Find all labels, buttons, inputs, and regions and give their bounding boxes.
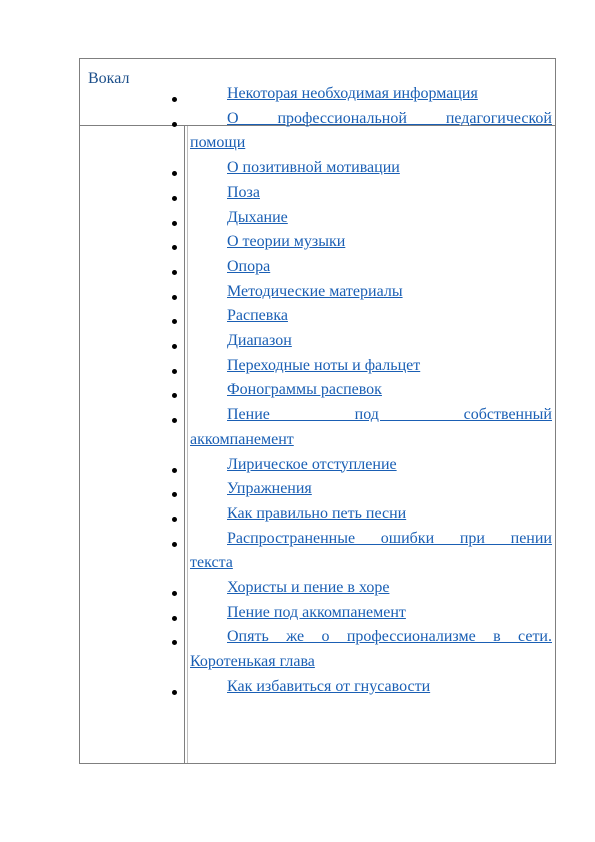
- bullet-icon: [172, 487, 180, 495]
- toc-link[interactable]: Дыхание: [227, 208, 288, 226]
- toc-link[interactable]: Диапазон: [227, 332, 292, 349]
- toc-link[interactable]: Поза: [227, 183, 260, 201]
- column-divider-inner: [187, 126, 188, 763]
- toc-link[interactable]: Методические материалы: [227, 282, 403, 300]
- toc-link[interactable]: О позитивной мотивации: [227, 159, 400, 177]
- bullet-icon: [172, 92, 180, 100]
- bullet-icon: [172, 463, 180, 471]
- bullet-icon: [172, 265, 180, 273]
- bullet-icon: [172, 117, 180, 125]
- bullet-icon: [172, 191, 180, 199]
- bullet-icon: [172, 364, 180, 372]
- section-title: Вокал: [88, 70, 130, 87]
- toc-link[interactable]: Некоторая необходимая информация: [227, 85, 478, 102]
- bullet-icon: [172, 166, 180, 174]
- column-divider: [184, 126, 185, 763]
- toc-link[interactable]: О теории музыки: [227, 233, 346, 251]
- bullet-icon: [172, 586, 180, 594]
- bullet-icon: [172, 611, 180, 619]
- toc-link[interactable]: Опять же о профессионализме в сети.: [227, 628, 552, 646]
- toc-link[interactable]: Хористы и пение в хоре: [227, 579, 390, 596]
- bullet-icon: [172, 339, 180, 347]
- toc-link[interactable]: О профессиональной педагогической: [227, 109, 552, 127]
- toc-link[interactable]: Переходные ноты и фальцет: [227, 356, 421, 374]
- toc-link-continuation[interactable]: помощи: [190, 134, 246, 152]
- bullet-icon: [172, 413, 180, 421]
- toc-link[interactable]: Пение под аккомпанемент: [227, 603, 406, 621]
- bullet-icon: [172, 388, 180, 396]
- bullet-icon: [172, 290, 180, 298]
- bullet-icon: [172, 537, 180, 545]
- bullet-icon: [172, 635, 180, 643]
- toc-link[interactable]: Пение под собственный: [227, 406, 552, 424]
- toc-link[interactable]: Распевка: [227, 307, 288, 325]
- toc-link[interactable]: Распространенные ошибки при пении: [227, 529, 552, 547]
- toc-link-continuation[interactable]: Коротенькая глава: [190, 653, 315, 671]
- bullet-icon: [172, 314, 180, 322]
- toc-link-continuation[interactable]: аккомпанемент: [190, 430, 294, 448]
- bullet-icon: [172, 216, 180, 224]
- toc-link[interactable]: Опора: [227, 257, 271, 275]
- toc-link[interactable]: Как правильно петь песни: [227, 504, 407, 522]
- toc-link[interactable]: Как избавиться от гнусавости: [227, 677, 431, 695]
- bullet-icon: [172, 512, 180, 520]
- bullet-icon: [172, 685, 180, 693]
- toc-link-continuation[interactable]: текста: [190, 554, 233, 572]
- toc-link[interactable]: Фонограммы распевок: [227, 381, 382, 399]
- bullet-icon: [172, 240, 180, 248]
- toc-link[interactable]: Упражнения: [227, 480, 312, 498]
- toc-link[interactable]: Лирическое отступление: [227, 455, 397, 473]
